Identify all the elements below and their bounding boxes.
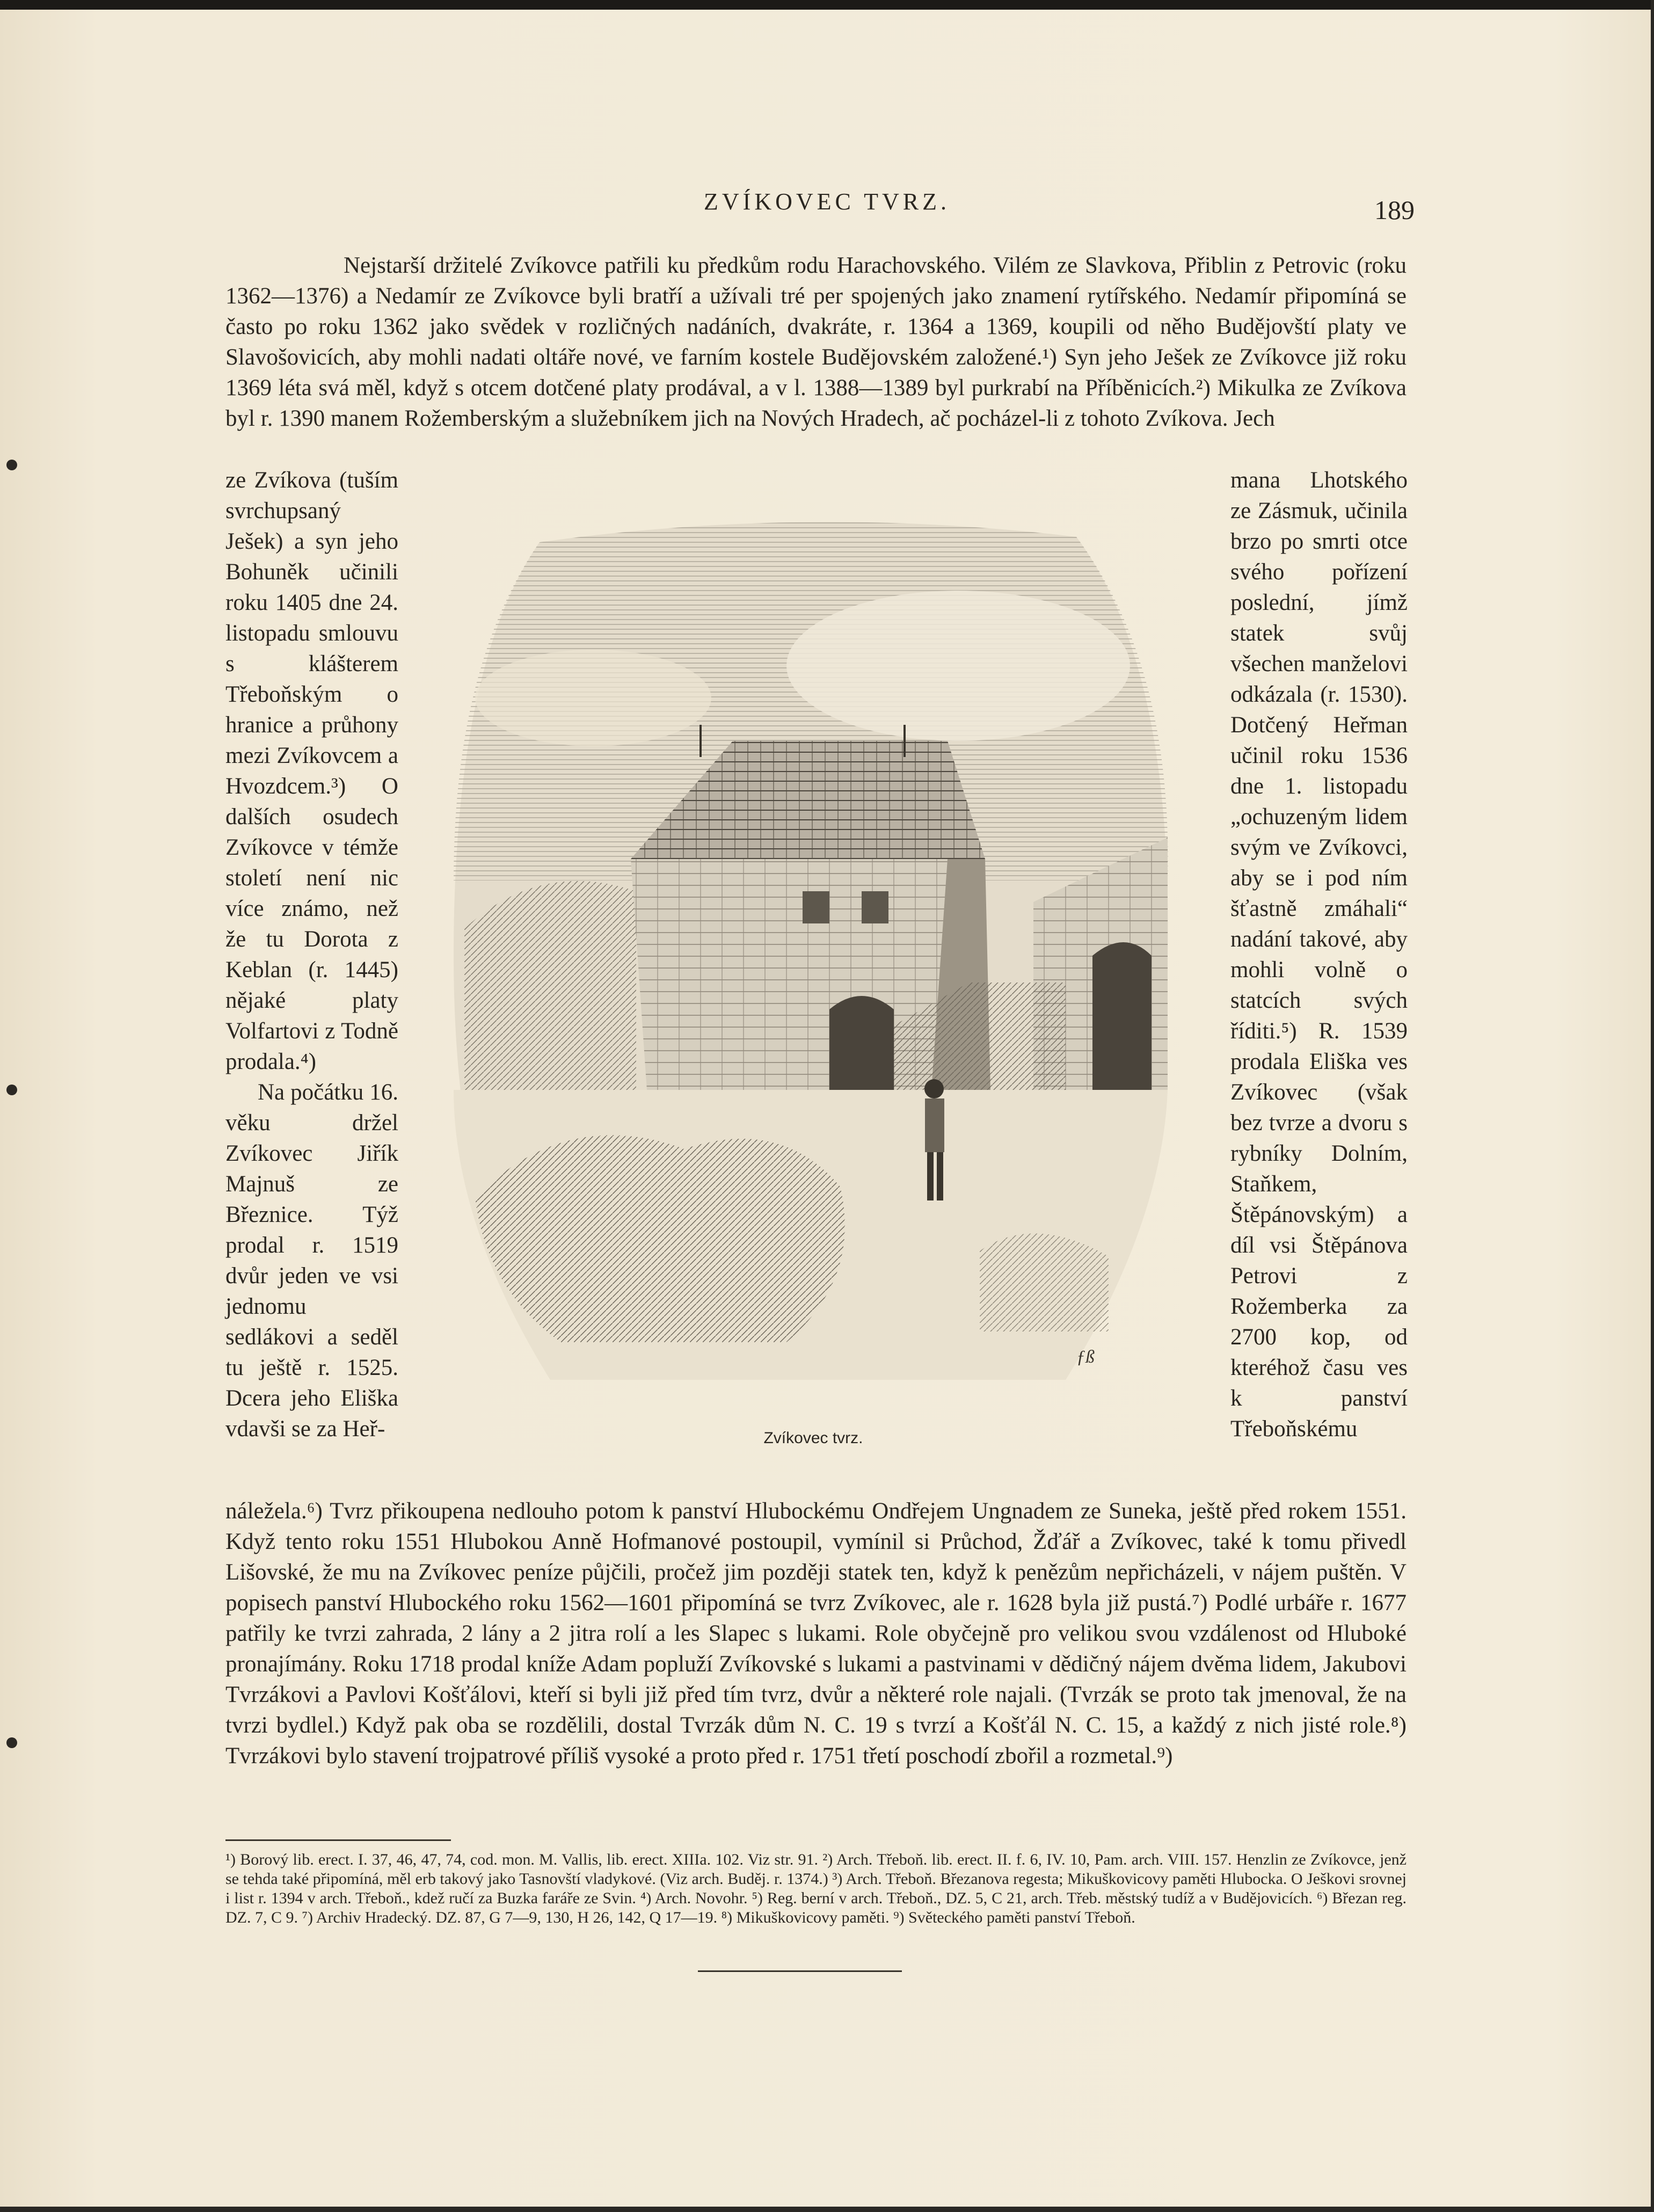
binding-hole xyxy=(6,1737,17,1748)
scan-edge-bottom xyxy=(0,2207,1654,2212)
left-column-paragraph: ze Zvíkova (tuším svrchupsaný Ješek) a syn jeho Bohuněk učinili roku 1405 dne 24. listopadu smlouvu s klášterem Třeboňským o hranice a průhony mezi Zvíkovcem a Hvozdcem.³) O dalších osudech Zvíkovce v témže století není nic více známo, než že tu Dorota z Keblan (r. 1445) nějaké platy Volfartovi z Todně prodala.⁴) xyxy=(225,468,398,1074)
footnote-separator xyxy=(225,1839,451,1841)
right-column-paragraph: mana Lhotského ze Zásmuk, učinila brzo po smrti otce svého pořízení poslední, jímž statek svůj všechen manželovi odkázala (r. 1530). Dotčený Heřman učinil roku 1536 dne 1. listopadu „ochuzeným lidem svým ve Zvíkovci, aby se i pod ním šťastně zmáhali“ nadání takové, aby mohli volně o statcích svých říditi.⁵) R. 1539 prodala Eliška ves Zvíkovec (však bez tvrze a dvoru s rybníky Dolním, Staňkem, Štěpánovským) a díl vsi Štěpánova Petrovi z Rožemberka za 2700 kop, od kteréhož času ves k panství Třeboňskému xyxy=(1230,468,1408,1442)
bottom-paragraph: náležela.⁶) Tvrz přikoupena nedlouho potom k panství Hlubockému Ondřejem Ungnadem ze Suneka, ještě před rokem 1551. Když tento roku 1551 Hlubokou Anně Hofmanové postoupil, vymínil si Průchod, Žďář a Zvíkovec, také k tomu přivedl Lišovské, že mu na Zvíkovec peníze půjčili, pročež jim později statek ten, když k penězům nepřicházeli, v nájem puštěn. V popisech panství Hlubockého roku 1562—1601 připomíná se tvrz Zvíkovec, ale r. 1628 byla již pustá.⁷) Podlé urbáře r. 1677 patřily ke tvrzi zahrada, 2 lány a 2 jitra rolí a les Slapec s lukami. Role obyčejně pro velikou svou vzdálenost od Hluboké pronajímány. Roku 1718 prodal kníže Adam popluží Zvíkovské s lukami a pastvinami v dědičný nájem dvěma lidem, Jakubovi Tvrzákovi a Pavlovi Košťálovi, kteří si byli již před tím tvrz, dvůr a některé role najali. (Tvrzák se proto tak jmenoval, že na tvrzi bydlel.) Když pak oba se rozdělili, dostal Tvrzák dům N. C. 19 s tvrzí a Košťál N. C. 15, a každý z nich jisté role.⁸) Tvrzákovi bylo stavení trojpatrové příliš vysoké a proto před r. 1751 třetí poschodí zbořil a rozmetal.⁹) xyxy=(225,1498,1407,1769)
footnotes xyxy=(225,1850,1407,1927)
illustration-zvikovec-fortress xyxy=(432,472,1194,1417)
left-column-paragraph: Na počátku 16. věku držel Zvíkovec Jiřík Majnuš ze Březnice. Týž prodal r. 1519 dvůr jeden ve vsi jednomu sedlákovi a seděl tu ještě r. 1525. Dcera jeho Eliška vdavši se za Heř- xyxy=(225,1080,398,1442)
engraving-image xyxy=(432,472,1194,1417)
scan-edge-right xyxy=(1651,0,1654,2212)
left-text-column xyxy=(225,465,398,1444)
footnotes-text: ¹) Borový lib. erect. I. 37, 46, 47, 74, cod. mon. M. Vallis, lib. erect. XIIIa. 102. Viz str. 91. ²) Arch. Třeboň. lib. erect. II. f. 6, IV. 10, Pam. arch. VIII. 157. Henzlin ze Zvíkovce, jenž se tehda také připomíná, měl erb takový jako Tasnovští vladykové. (Viz arch. Buděj. r. 1374.) ³) Arch. Třeboň. Březanova regesta; Mikuškovicovy paměti Hlubocka. O Ješkovi srovnej i list r. 1394 v arch. Třeboň., kdež ručí za Buzka faráře ze Svin. ⁴) Arch. Novohr. ⁵) Reg. berní v arch. Třeboň., DZ. 5, C 21, arch. Třeb. městský tudíž a v Budějovicích. ⁶) Březan reg. DZ. 7, C 9. ⁷) Archiv Hradecký. DZ. 87, G 7—9, 130, H 26, 142, Q 17—19. ⁸) Mikuškovicovy paměti. ⁹) Světeckého paměti panství Třeboň. xyxy=(225,1851,1407,1926)
intro-paragraph: Nejstarší držitelé Zvíkovce patřili ku předkům rodu Harachovského. Vilém ze Slavkova, Přiblin z Petrovic (roku 1362—1376) a Nedamír ze Zvíkovce byli bratří a užívali tré per spojených jako znamení rytířského. Nedamír připomíná se často po roku 1362 jako svědek v rozličných nadáních, dvakráte, r. 1364 a 1369, koupili od něho Budějovští platy ve Slavošovicích, aby mohli nadati oltáře nové, ve farním kostele Budějovském založené.¹) Syn jeho Ješek ze Zvíkovce již roku 1369 léta svá měl, když s otcem dotčené platy prodával, a v l. 1388—1389 byl purkrabí na Příběnicích.²) Mikulka ze Zvíkova byl r. 1390 manem Rožemberským a služebníkem jich na Nových Hradech, ač pocházel-li z tohoto Zvíkova. Jech xyxy=(225,253,1407,431)
right-text-column xyxy=(1230,465,1408,1444)
intro-paragraph-block xyxy=(225,250,1407,434)
engraver-signature: ƒß xyxy=(1076,1347,1095,1367)
page-number: 189 xyxy=(1374,195,1415,225)
figure-caption: Zvíkovec tvrz. xyxy=(763,1429,863,1447)
end-rule xyxy=(698,1970,902,1972)
bottom-paragraph-block xyxy=(225,1496,1407,1771)
scan-edge-top xyxy=(0,0,1654,10)
running-title: ZVÍKOVEC TVRZ. xyxy=(704,188,950,215)
binding-hole xyxy=(6,1085,17,1095)
binding-hole xyxy=(6,460,17,470)
